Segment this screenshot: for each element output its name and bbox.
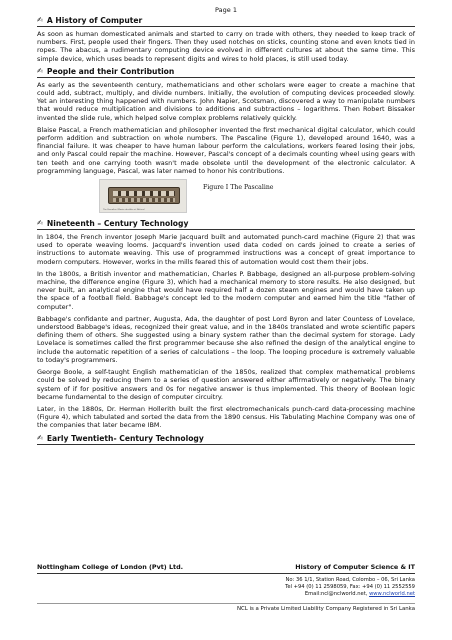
paragraph: Later, in the 1880s, Dr. Herman Hollerith built the first electromechanicals punch-card data-processing machine (Figure 4), which tabulated and sorted the data from the 1890 census. His Tabulating Machine Company was one of the companies that later became IBM. [37, 404, 415, 430]
section-heading [37, 67, 415, 78]
paragraph: In the 1800s, a British inventor and mathematician, Charles P. Babbage, designed an all-purpose problem-solving machine, the difference engine (Figure 3), which had a mechanical memory to store results. He also designed, but never built, an analytical engine that would have required half a dozen steam engines and would have taken up the space of a football field. Babbage's concept led to the modern computer and earned him the title "father of computer". [37, 269, 415, 311]
figure-caption: Figure I The Pascaline [203, 184, 274, 192]
pen-icon: ✍ [37, 16, 43, 24]
pen-icon: ✍ [37, 66, 43, 75]
section-title: Nineteenth – Century Technology [46, 219, 189, 229]
department-name: History of Computer Science & IT [295, 563, 415, 571]
paragraph: George Boole, a self-taught English mathematician of the 1850s, realized that complex mathematical problems could be solved by reducing them to a series of question answered either affirmatively or negatively. The binary system of if for positive answers and 0s for negative answer is thus implemented. This theory of Boolean logic became fundamental to the design of computer circuitry. [37, 368, 415, 401]
phone-line: Tel +94 (0) 11 2598059, Fax: +94 (0) 11 2552559 [285, 584, 415, 591]
section-heading [37, 219, 415, 230]
registration-note: NCL is a Private Limited Liability Company Registered in Sri Lanka [37, 603, 415, 612]
address-line: No: 36 1/1, Station Road, Colombo – 06, Sri Lanka [285, 577, 415, 583]
email-line [37, 591, 415, 598]
section-heading [37, 16, 415, 27]
paragraph: As early as the seventeenth century, mathematicians and other scholars were eager to create a machine that could add, subtract, multiply, and divide numbers. Initially, the evolution of computing devices proceeded slowly. Yet an interesting thing happened with numbers. John Napier, Scotsman, discovered a way to manipulate numbers that would reduce multiplication and divisions to additions and subtractions – logarithms. Then Robert Bissaker invented the slide rule, which helped solve complex problems relatively quickly. [37, 80, 415, 122]
image-credit: The Pascaline (Musée des Arts et Métiers) [103, 209, 145, 212]
college-name: Nottingham College of London (Pvt) Ltd. [37, 563, 184, 571]
email-text: Email:ncl@nclworld.net, [304, 591, 370, 598]
pascaline-machine-graphic [108, 187, 180, 204]
page-number: Page 1 [215, 6, 237, 14]
document-body [37, 16, 415, 448]
section-title: A History of Computer [46, 16, 143, 25]
pen-icon: ✍ [37, 219, 43, 228]
pen-icon: ✍ [37, 433, 43, 442]
footer-bar [37, 563, 415, 574]
paragraph: Blaise Pascal, a French mathematician and philosopher invented the first mechanical digital calculator, which could perform addition and subtraction on whole numbers. The Pascaline (Figure 1), developed around 1640, was a financial failure. It was cheaper to have human labour perform the calculations, workers feared losing their jobs, and only Pascal could repair the machine. However, Pascal's concept of a decimals counting wheel using gears with ten teeth and one carrying tooth wasn't made obsolete until the development of the electronic calculator. A programming language, Pascal, was later named to honor his contributions. [37, 125, 415, 175]
contact-block [37, 577, 415, 599]
section-heading [37, 434, 415, 445]
pascaline-image [99, 179, 187, 213]
page-footer [37, 563, 415, 612]
website-link[interactable]: www.nclworld.net [369, 591, 415, 598]
figure [37, 179, 415, 215]
section-title: People and their Contribution [46, 66, 175, 76]
paragraph: Babbage's confidante and partner, Augusta, Ada, the daughter of post Lord Byron and later Countess of Lovelace, understood Babbage's ideas, recognized their great value, and in the 1840s translated and wrote scientific papers defining them of others. She suggested using a binary system rather than the decimal system for storage. Lady Lovelace is sometimes called the first programmer because she also refined the design of the analytical engine to include the automatic repetition of a series of calculations – the loop. The looping procedure is extremely valuable to today's programmers. [37, 314, 415, 364]
paragraph: In 1804, the French inventor Joseph Marie Jacquard built and automated punch-card machine (Figure 2) that was used to operate weaving looms. Jacquard's invention used data coded on cards joined to create a series of instructions to automate weaving. This use of programmed instructions was a concept of great importance to modern computers. However, works in the mills feared this of automation would cost them their jobs. [37, 233, 415, 266]
section-title: Early Twentieth- Century Technology [46, 433, 204, 443]
paragraph: As soon as human domesticated animals and started to carry on trade with others, they needed to keep track of numbers. First, people used their fingers. Then they used notches on sticks, counting stone and even knots tied in ropes. The abacus, a rudimentary computing device evolved in different cultures at about the same time. This simple device, which uses beads to represent digits and wires to hold places, is still used today. [37, 30, 415, 63]
